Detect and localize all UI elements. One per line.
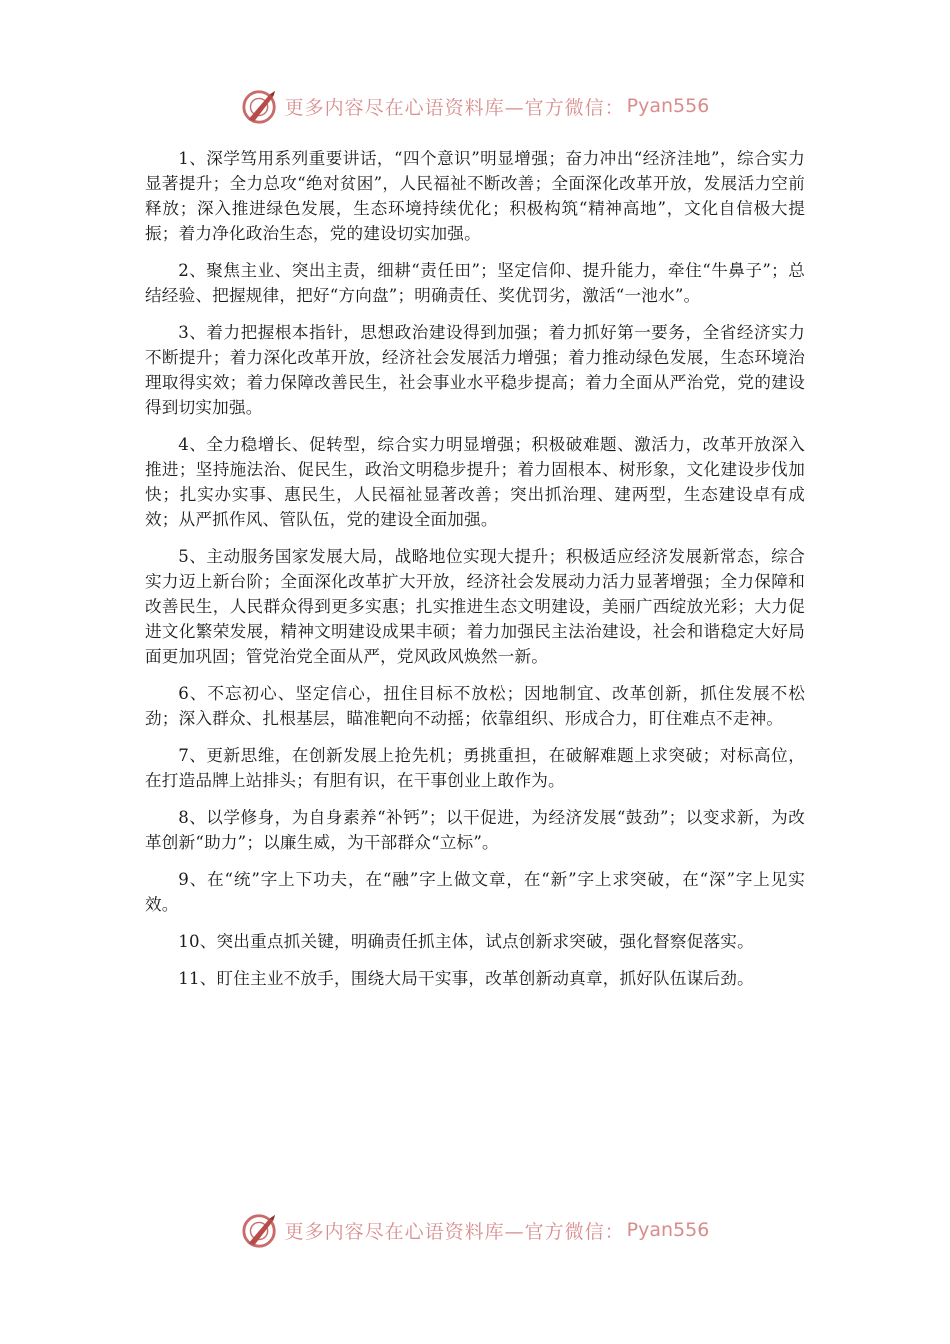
watermark-wechat-id: Pyan556	[626, 1219, 710, 1241]
watermark-text: 更多内容尽在心语资料库—官方微信：	[284, 96, 625, 119]
paragraph-5: 5、主动服务国家发展大局，战略地位实现大提升；积极适应经济发展新常态，综合实力迈上新台阶；全面深化改革扩大开放，经济社会发展动力活力显著增强；全力保障和改善民生，人民群众得到更多实惠；扎实推进生态文明建设，美丽广西绽放光彩；大力促进文化繁荣发展，精神文明建设成果丰硕；着力加强民主法治建设，社会和谐稳定大好局面更加巩固；管党治党全面从严，党风政风焕然一新。	[145, 547, 805, 666]
paragraph-11: 11、盯住主业不放手，围绕大局干实事，改革创新动真章，抓好队伍谋后劲。	[178, 969, 754, 988]
paragraph-2: 2、聚焦主业、突出主责，细耕“责任田”；坚定信仰、提升能力，牵住“牛鼻子”；总结经验、把握规律，把好“方向盘”；明确责任、奖优罚劣，激活“一池水”。	[145, 261, 805, 305]
paragraph-4: 4、全力稳增长、促转型，综合实力明显增强；积极破难题、激活力，改革开放深入推进；坚持施法治、促民生，政治文明稳步提升；着力固根本、树形象，文化建设步伐加快；扎实办实事、惠民生，人民福祉显著改善；突出抓治理、建两型，生态建设卓有成效；从严抓作风、管队伍，党的建设全面加强。	[145, 435, 805, 529]
footer-watermark	[0, 1208, 950, 1252]
paragraph-7: 7、更新思维，在创新发展上抢先机；勇挑重担，在破解难题上求突破；对标高位，在打造品牌上站排头；有胆有识，在干事创业上敢作为。	[145, 746, 805, 790]
pen-logo-icon	[241, 1211, 279, 1249]
paragraph-3: 3、着力把握根本指针，思想政治建设得到加强；着力抓好第一要务，全省经济实力不断提升；着力深化改革开放，经济社会发展活力增强；着力推动绿色发展，生态环境治理取得实效；着力保障改善民生，社会事业水平稳步提高；着力全面从严治党，党的建设得到切实加强。	[145, 323, 805, 417]
header-watermark	[0, 84, 950, 128]
document-body	[145, 146, 805, 1003]
paragraph-10: 10、突出重点抓关键，明确责任抓主体，试点创新求突破，强化督察促落实。	[178, 932, 754, 951]
watermark-wechat-id: Pyan556	[626, 95, 710, 117]
paragraph-1: 1、深学笃用系列重要讲话，“四个意识”明显增强；奋力冲出“经济洼地”，综合实力显著提升；全力总攻“绝对贫困”，人民福祉不断改善；全面深化改革开放，发展活力空前释放；深入推进绿色发展，生态环境持续优化；积极构筑“精神高地”，文化自信极大提振；着力净化政治生态，党的建设切实加强。	[145, 149, 805, 243]
paragraph-8: 8、以学修身，为自身素养“补钙”；以干促进，为经济发展“鼓劲”；以变求新，为改革创新“助力”；以廉生威，为干部群众“立标”。	[145, 808, 805, 852]
paragraph-6: 6、不忘初心、坚定信心，扭住目标不放松；因地制宜、改革创新，抓住发展不松劲；深入群众、扎根基层，瞄准靶向不动摇；依靠组织、形成合力，盯住难点不走神。	[145, 684, 805, 728]
paragraph-9: 9、在“统”字上下功夫，在“融”字上做文章，在“新”字上求突破，在“深”字上见实效。	[145, 870, 805, 914]
pen-logo-icon	[241, 87, 279, 125]
watermark-text: 更多内容尽在心语资料库—官方微信：	[284, 1220, 625, 1243]
